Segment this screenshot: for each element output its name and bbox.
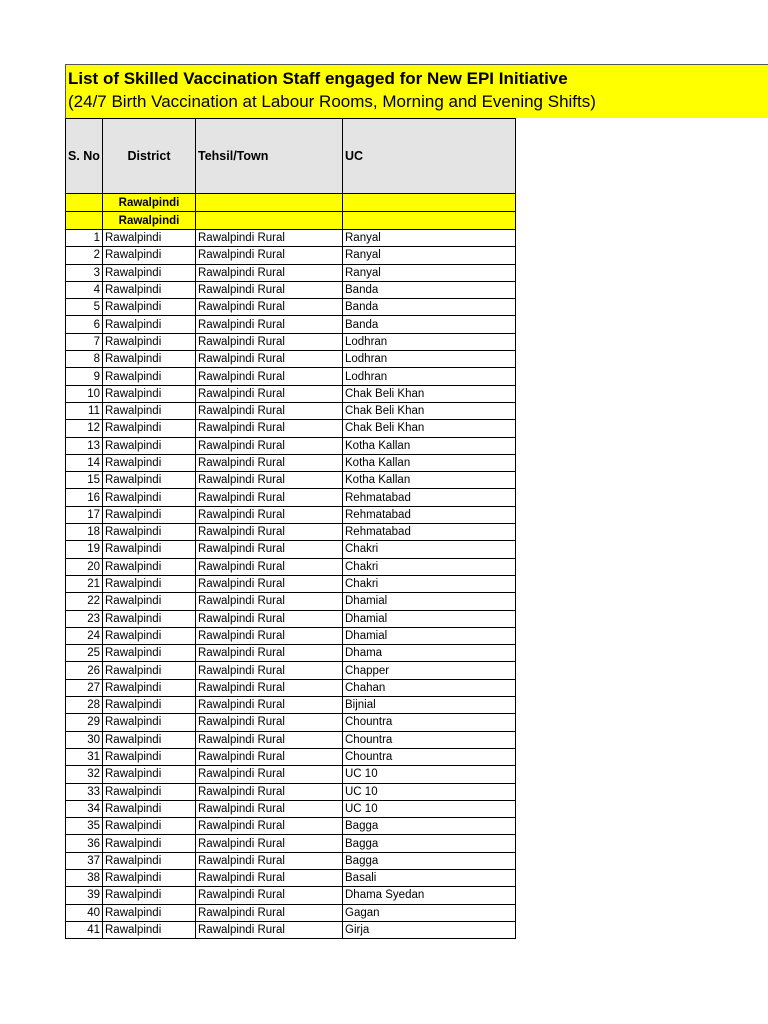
cell-sno: 37: [66, 852, 103, 869]
cell-uc: Chak Beli Khan: [343, 385, 516, 402]
cell-uc: Bijnial: [343, 697, 516, 714]
cell-uc: UC 10: [343, 783, 516, 800]
table-row: [66, 852, 516, 869]
table-row: [66, 662, 516, 679]
cell-sno: 23: [66, 610, 103, 627]
cell-tehsil: Rawalpindi Rural: [196, 679, 343, 696]
cell-tehsil: [196, 212, 343, 230]
cell-sno: [66, 212, 103, 230]
cell-tehsil: Rawalpindi Rural: [196, 368, 343, 385]
cell-tehsil: Rawalpindi Rural: [196, 783, 343, 800]
table-row: [66, 697, 516, 714]
table-row: [66, 800, 516, 817]
table-row: [66, 766, 516, 783]
cell-district: Rawalpindi: [103, 541, 196, 558]
cell-tehsil: Rawalpindi Rural: [196, 835, 343, 852]
table-row: [66, 385, 516, 402]
cell-uc: Ranyal: [343, 264, 516, 281]
cell-tehsil: Rawalpindi Rural: [196, 714, 343, 731]
cell-sno: 27: [66, 679, 103, 696]
table-row: [66, 679, 516, 696]
cell-sno: 17: [66, 506, 103, 523]
cell-district: Rawalpindi: [103, 385, 196, 402]
cell-tehsil: Rawalpindi Rural: [196, 645, 343, 662]
cell-district: Rawalpindi: [103, 627, 196, 644]
cell-district: Rawalpindi: [103, 472, 196, 489]
cell-district: Rawalpindi: [103, 852, 196, 869]
table-row: [66, 351, 516, 368]
cell-district: Rawalpindi: [103, 420, 196, 437]
cell-tehsil: Rawalpindi Rural: [196, 420, 343, 437]
cell-uc: Ranyal: [343, 247, 516, 264]
cell-sno: 4: [66, 281, 103, 298]
cell-sno: 11: [66, 402, 103, 419]
cell-tehsil: Rawalpindi Rural: [196, 869, 343, 886]
cell-tehsil: Rawalpindi Rural: [196, 852, 343, 869]
cell-district: Rawalpindi: [103, 212, 196, 230]
cell-sno: 10: [66, 385, 103, 402]
cell-uc: Dhamial: [343, 627, 516, 644]
cell-tehsil: Rawalpindi Rural: [196, 541, 343, 558]
title-band: [65, 64, 768, 118]
table-row: [66, 627, 516, 644]
cell-sno: 36: [66, 835, 103, 852]
cell-district: Rawalpindi: [103, 247, 196, 264]
district-group-row: [66, 194, 516, 212]
cell-uc: Kotha Kallan: [343, 437, 516, 454]
cell-sno: 38: [66, 869, 103, 886]
header-tehsil: Tehsil/Town: [196, 119, 343, 194]
cell-sno: 14: [66, 454, 103, 471]
cell-uc: Bagga: [343, 818, 516, 835]
cell-uc: Rehmatabad: [343, 506, 516, 523]
cell-tehsil: Rawalpindi Rural: [196, 766, 343, 783]
table-row: [66, 489, 516, 506]
sheet-subtitle: (24/7 Birth Vaccination at Labour Rooms, Morning and Evening Shifts): [68, 92, 596, 111]
table-row: [66, 420, 516, 437]
cell-uc: Bagga: [343, 835, 516, 852]
cell-district: Rawalpindi: [103, 748, 196, 765]
cell-tehsil: Rawalpindi Rural: [196, 818, 343, 835]
cell-uc: Banda: [343, 281, 516, 298]
cell-district: Rawalpindi: [103, 662, 196, 679]
cell-uc: Chak Beli Khan: [343, 420, 516, 437]
cell-uc: Basali: [343, 869, 516, 886]
cell-tehsil: Rawalpindi Rural: [196, 593, 343, 610]
cell-tehsil: Rawalpindi Rural: [196, 697, 343, 714]
table-row: [66, 541, 516, 558]
cell-sno: 35: [66, 818, 103, 835]
cell-tehsil: Rawalpindi Rural: [196, 610, 343, 627]
cell-tehsil: Rawalpindi Rural: [196, 264, 343, 281]
cell-uc: Kotha Kallan: [343, 454, 516, 471]
cell-sno: 39: [66, 887, 103, 904]
cell-district: Rawalpindi: [103, 402, 196, 419]
cell-uc: Lodhran: [343, 333, 516, 350]
table-row: [66, 299, 516, 316]
cell-sno: 28: [66, 697, 103, 714]
title-clip: [66, 65, 596, 119]
table-row: [66, 368, 516, 385]
table-row: [66, 247, 516, 264]
cell-district: Rawalpindi: [103, 316, 196, 333]
cell-sno: 24: [66, 627, 103, 644]
table-row: [66, 472, 516, 489]
table-row: [66, 783, 516, 800]
cell-uc: Kotha Kallan: [343, 472, 516, 489]
cell-uc: Dhamial: [343, 610, 516, 627]
cell-sno: 16: [66, 489, 103, 506]
cell-sno: 8: [66, 351, 103, 368]
cell-sno: 5: [66, 299, 103, 316]
cell-uc: Lodhran: [343, 368, 516, 385]
cell-district: Rawalpindi: [103, 281, 196, 298]
cell-tehsil: Rawalpindi Rural: [196, 887, 343, 904]
header-uc: UC: [343, 119, 516, 194]
cell-district: Rawalpindi: [103, 904, 196, 921]
table-row: [66, 593, 516, 610]
table-row: [66, 645, 516, 662]
table-row: [66, 887, 516, 904]
cell-sno: 2: [66, 247, 103, 264]
cell-uc: Chakri: [343, 541, 516, 558]
cell-uc: Ranyal: [343, 230, 516, 247]
cell-tehsil: Rawalpindi Rural: [196, 558, 343, 575]
cell-tehsil: Rawalpindi Rural: [196, 904, 343, 921]
cell-uc: Chountra: [343, 714, 516, 731]
cell-tehsil: Rawalpindi Rural: [196, 333, 343, 350]
cell-district: Rawalpindi: [103, 437, 196, 454]
table-row: [66, 714, 516, 731]
table-row: [66, 835, 516, 852]
table-row: [66, 818, 516, 835]
cell-tehsil: Rawalpindi Rural: [196, 489, 343, 506]
cell-uc: UC 10: [343, 766, 516, 783]
cell-tehsil: Rawalpindi Rural: [196, 524, 343, 541]
cell-sno: 18: [66, 524, 103, 541]
cell-tehsil: Rawalpindi Rural: [196, 230, 343, 247]
cell-district: Rawalpindi: [103, 869, 196, 886]
cell-uc: Rehmatabad: [343, 524, 516, 541]
table-row: [66, 921, 516, 938]
table-row: [66, 264, 516, 281]
cell-uc: Chak Beli Khan: [343, 402, 516, 419]
cell-sno: 20: [66, 558, 103, 575]
cell-district: Rawalpindi: [103, 835, 196, 852]
cell-district: Rawalpindi: [103, 714, 196, 731]
cell-district: Rawalpindi: [103, 558, 196, 575]
cell-district: Rawalpindi: [103, 524, 196, 541]
cell-sno: 32: [66, 766, 103, 783]
cell-district: Rawalpindi: [103, 230, 196, 247]
cell-uc: Girja: [343, 921, 516, 938]
cell-tehsil: Rawalpindi Rural: [196, 402, 343, 419]
cell-tehsil: Rawalpindi Rural: [196, 748, 343, 765]
cell-district: Rawalpindi: [103, 766, 196, 783]
cell-district: Rawalpindi: [103, 818, 196, 835]
cell-sno: 1: [66, 230, 103, 247]
cell-sno: 33: [66, 783, 103, 800]
header-row: [66, 119, 516, 194]
cell-uc: Banda: [343, 316, 516, 333]
cell-sno: 3: [66, 264, 103, 281]
table-row: [66, 281, 516, 298]
cell-tehsil: Rawalpindi Rural: [196, 299, 343, 316]
cell-uc: Dhamial: [343, 593, 516, 610]
cell-sno: 12: [66, 420, 103, 437]
cell-district: Rawalpindi: [103, 351, 196, 368]
table-row: [66, 230, 516, 247]
cell-tehsil: Rawalpindi Rural: [196, 385, 343, 402]
cell-tehsil: Rawalpindi Rural: [196, 627, 343, 644]
cell-district: Rawalpindi: [103, 679, 196, 696]
district-group-row: [66, 212, 516, 230]
cell-sno: 30: [66, 731, 103, 748]
header-district: District: [103, 119, 196, 194]
cell-sno: 41: [66, 921, 103, 938]
cell-sno: 15: [66, 472, 103, 489]
cell-uc: [343, 212, 516, 230]
cell-uc: Dhama Syedan: [343, 887, 516, 904]
cell-uc: Gagan: [343, 904, 516, 921]
cell-sno: 21: [66, 575, 103, 592]
cell-uc: Chahan: [343, 679, 516, 696]
cell-uc: Lodhran: [343, 351, 516, 368]
table-row: [66, 333, 516, 350]
cell-uc: UC 10: [343, 800, 516, 817]
table-row: [66, 402, 516, 419]
table-row: [66, 748, 516, 765]
cell-tehsil: [196, 194, 343, 212]
cell-tehsil: Rawalpindi Rural: [196, 437, 343, 454]
cell-uc: [343, 194, 516, 212]
cell-uc: Banda: [343, 299, 516, 316]
table-row: [66, 575, 516, 592]
cell-district: Rawalpindi: [103, 783, 196, 800]
cell-district: Rawalpindi: [103, 489, 196, 506]
table-row: [66, 316, 516, 333]
table-row: [66, 558, 516, 575]
cell-district: Rawalpindi: [103, 264, 196, 281]
cell-tehsil: Rawalpindi Rural: [196, 921, 343, 938]
cell-sno: 34: [66, 800, 103, 817]
cell-sno: 13: [66, 437, 103, 454]
table-row: [66, 524, 516, 541]
cell-tehsil: Rawalpindi Rural: [196, 281, 343, 298]
cell-tehsil: Rawalpindi Rural: [196, 800, 343, 817]
cell-sno: 7: [66, 333, 103, 350]
cell-district: Rawalpindi: [103, 887, 196, 904]
cell-tehsil: Rawalpindi Rural: [196, 247, 343, 264]
cell-district: Rawalpindi: [103, 506, 196, 523]
cell-uc: Chountra: [343, 748, 516, 765]
cell-district: Rawalpindi: [103, 454, 196, 471]
cell-sno: 22: [66, 593, 103, 610]
cell-district: Rawalpindi: [103, 800, 196, 817]
header-sno: S. No: [66, 119, 103, 194]
table-row: [66, 731, 516, 748]
cell-tehsil: Rawalpindi Rural: [196, 662, 343, 679]
cell-district: Rawalpindi: [103, 368, 196, 385]
table-row: [66, 454, 516, 471]
cell-uc: Chountra: [343, 731, 516, 748]
cell-sno: 40: [66, 904, 103, 921]
table-row: [66, 869, 516, 886]
cell-uc: Chapper: [343, 662, 516, 679]
staff-table: [65, 118, 516, 939]
cell-district: Rawalpindi: [103, 921, 196, 938]
cell-sno: 26: [66, 662, 103, 679]
table-row: [66, 506, 516, 523]
table-row: [66, 437, 516, 454]
cell-sno: 31: [66, 748, 103, 765]
cell-uc: Chakri: [343, 558, 516, 575]
cell-district: Rawalpindi: [103, 333, 196, 350]
table-row: [66, 904, 516, 921]
cell-district: Rawalpindi: [103, 697, 196, 714]
cell-district: Rawalpindi: [103, 593, 196, 610]
cell-district: Rawalpindi: [103, 299, 196, 316]
cell-tehsil: Rawalpindi Rural: [196, 351, 343, 368]
cell-tehsil: Rawalpindi Rural: [196, 506, 343, 523]
table-row: [66, 610, 516, 627]
cell-tehsil: Rawalpindi Rural: [196, 472, 343, 489]
cell-sno: 29: [66, 714, 103, 731]
cell-tehsil: Rawalpindi Rural: [196, 731, 343, 748]
cell-tehsil: Rawalpindi Rural: [196, 575, 343, 592]
cell-district: Rawalpindi: [103, 575, 196, 592]
cell-district: Rawalpindi: [103, 610, 196, 627]
cell-tehsil: Rawalpindi Rural: [196, 316, 343, 333]
cell-sno: 19: [66, 541, 103, 558]
cell-district: Rawalpindi: [103, 731, 196, 748]
cell-uc: Rehmatabad: [343, 489, 516, 506]
cell-sno: [66, 194, 103, 212]
cell-uc: Chakri: [343, 575, 516, 592]
cell-uc: Dhama: [343, 645, 516, 662]
cell-district: Rawalpindi: [103, 194, 196, 212]
cell-sno: 9: [66, 368, 103, 385]
sheet-title: List of Skilled Vaccination Staff engaged for New EPI Initiative: [68, 69, 568, 88]
cell-sno: 6: [66, 316, 103, 333]
cell-tehsil: Rawalpindi Rural: [196, 454, 343, 471]
cell-uc: Bagga: [343, 852, 516, 869]
table-body: [66, 194, 516, 939]
cell-sno: 25: [66, 645, 103, 662]
cell-district: Rawalpindi: [103, 645, 196, 662]
